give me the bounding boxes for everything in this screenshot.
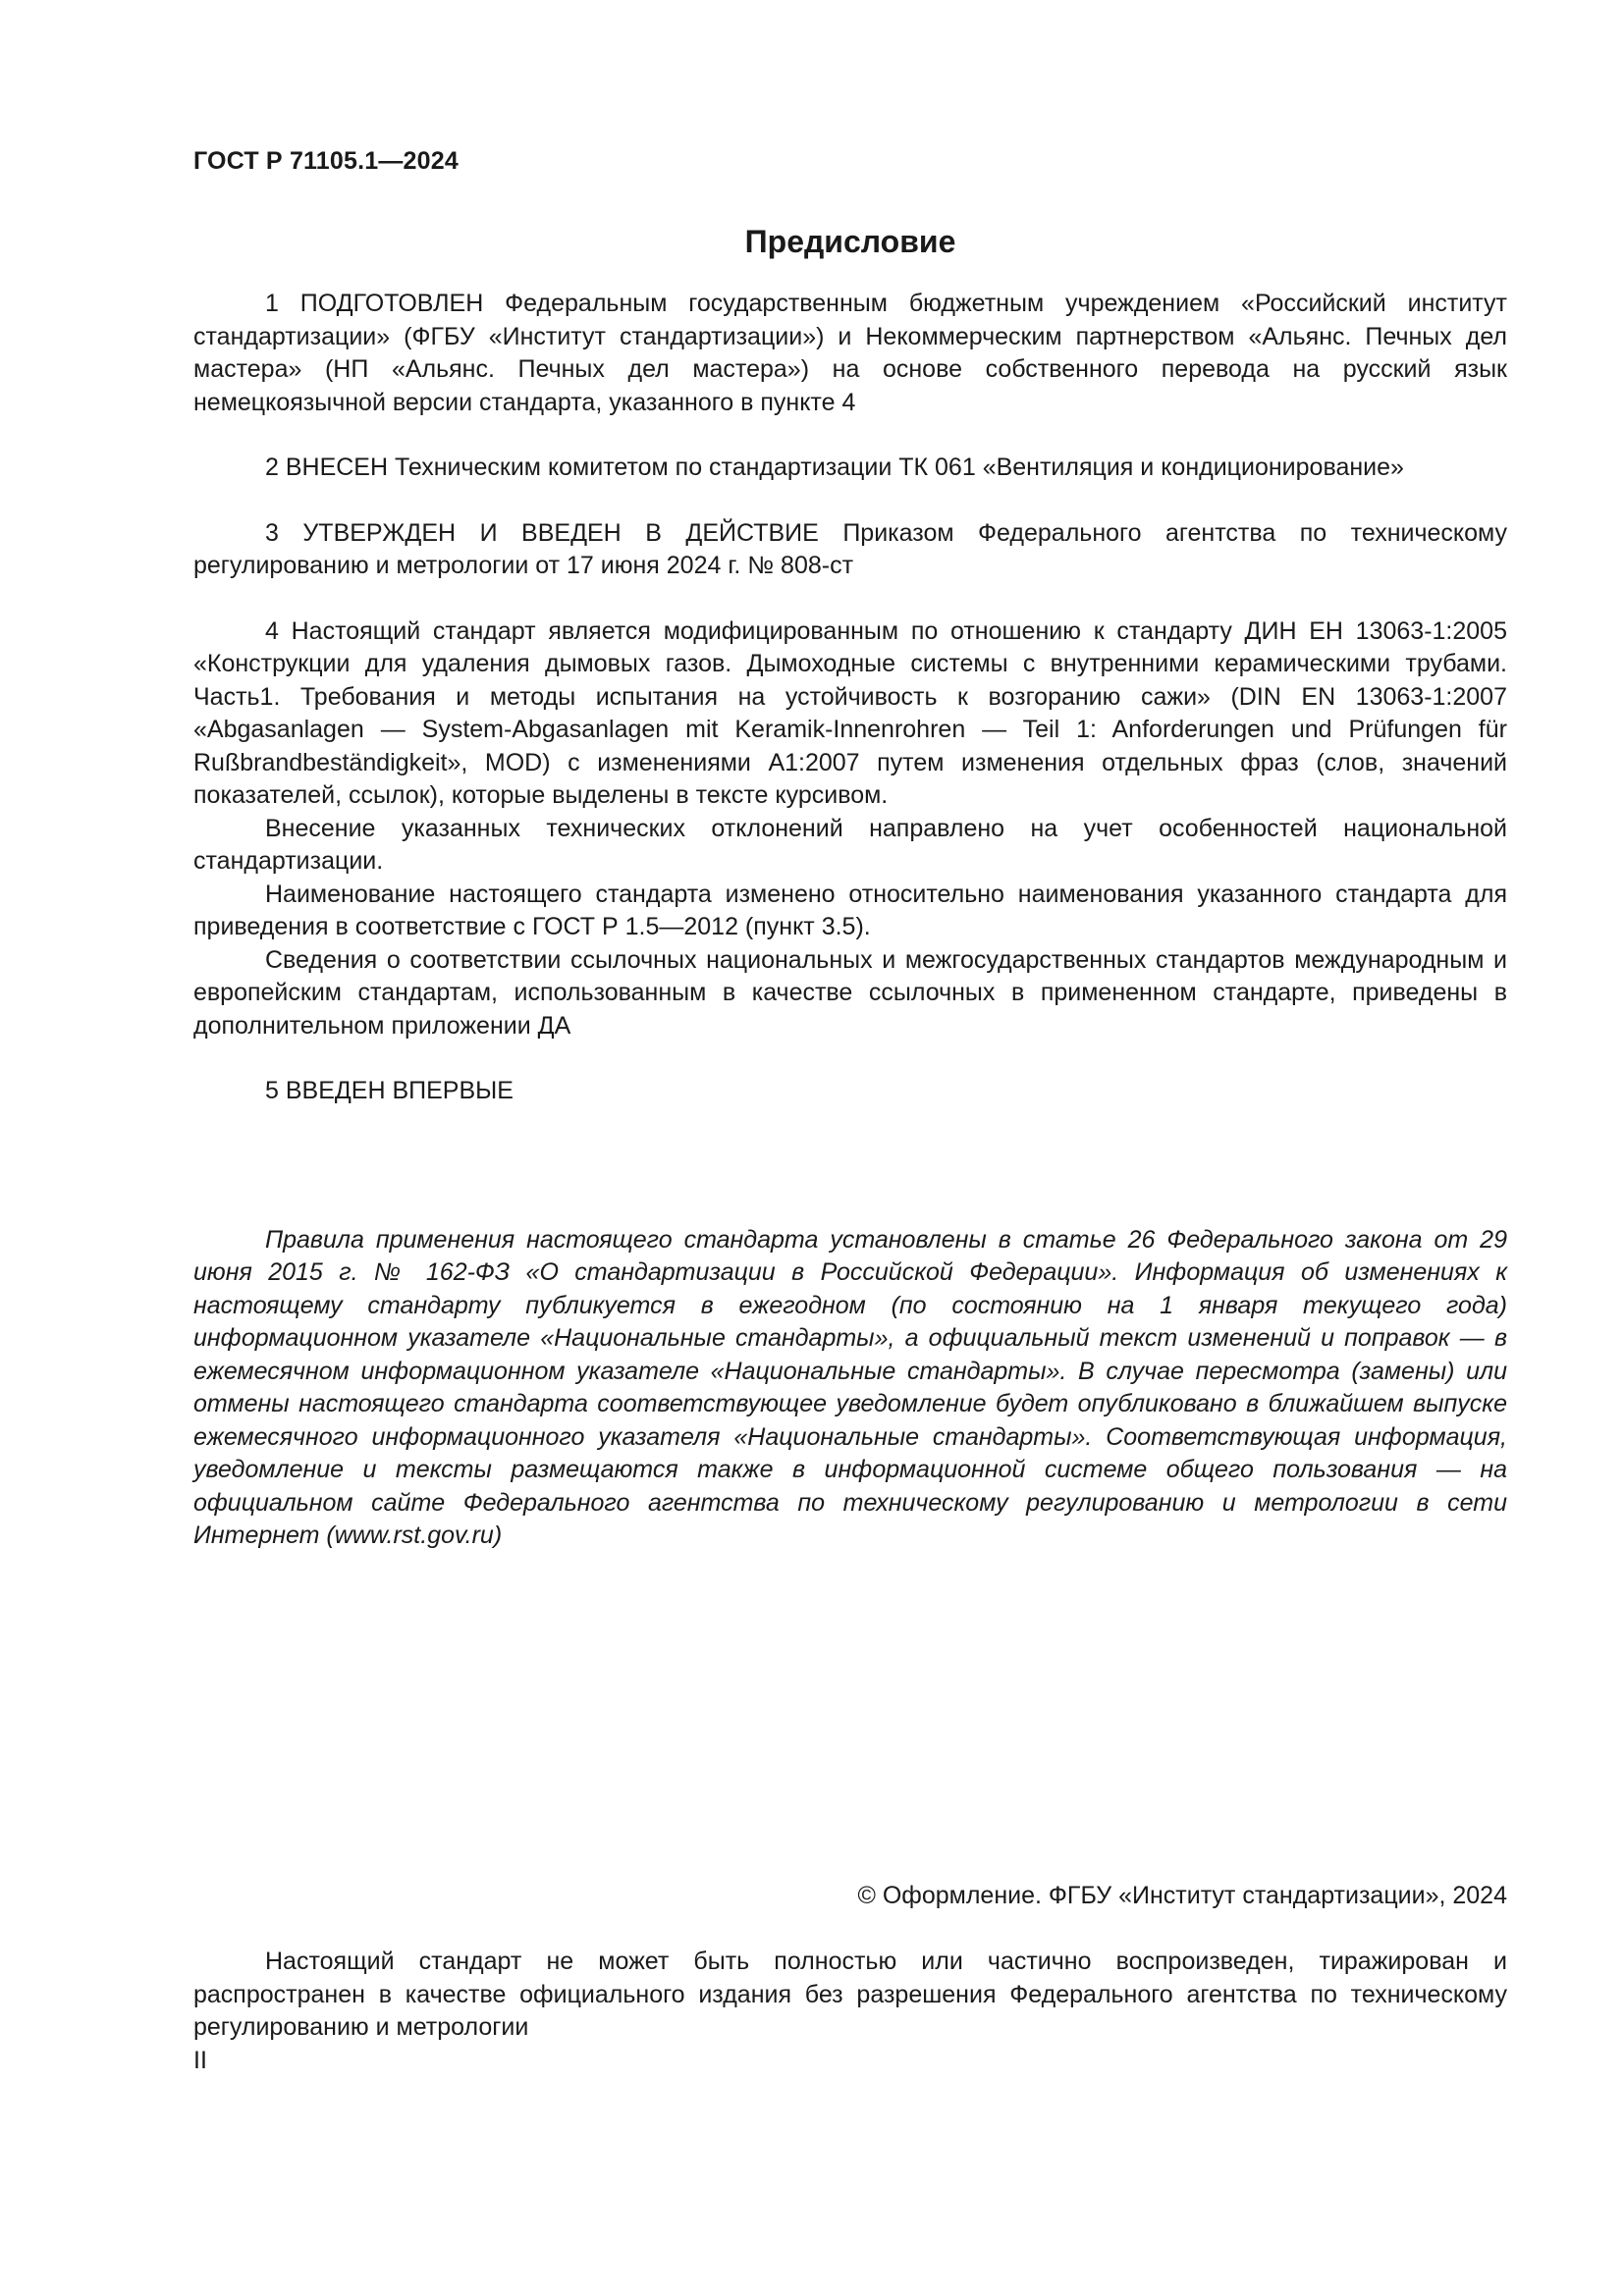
paragraph-modified-standard: 4 Настоящий стандарт является модифицированным по отношению к стандарту ДИН ЕН 13063-1:2005 «Конструкции для удаления дымовых газов. Дымоходные системы с внутренними керамическими трубами. Часть1. Требования и методы испытания на устойчивость к возгоранию сажи» (DIN EN 13063-1:2007 «Abgasanlagen — System-Abgasanlagen mit Keramik-Innenrohren — Teil 1: Anforderungen und Prüfungen für Rußbrandbeständigkeit», MOD) с изменениями А1:2007 путем изменения отдельных фраз (слов, значений показателей, ссылок), которые выделены в тексте курсивом. (193, 616, 1507, 809)
preface-body (193, 288, 1507, 1553)
reproduction-notice: Настоящий стандарт не может быть полностью или частично воспроизведен, тиражирован и распространен в качестве официального издания без разрешения Федерального агентства по техническому регулированию и метрологии (193, 1948, 1507, 2041)
paragraph-name-change: Наименование настоящего стандарта изменено относительно наименования указанного стандарта для приведения в соответствие с ГОСТ Р 1.5—2012 (пункт 3.5). (193, 880, 1507, 940)
paragraph-approved: 3 УТВЕРЖДЕН И ВВЕДЕН В ДЕЙСТВИЕ Приказом Федерального агентства по техническому регулированию и метрологии от 17 июня 2024 г. № 808-ст (193, 518, 1507, 579)
reproduction-notice-block (193, 1946, 1507, 2045)
standard-id-header: ГОСТ Р 71105.1—2024 (193, 147, 459, 175)
rules-notice: Правила применения настоящего стандарта установлены в статье 26 Федерального закона от 29 июня 2015 г. № 162-ФЗ «О стандартизации в Российской Федерации». Информация об изменениях к настоящему стандарту публикуется в ежегодном (по состоянию на 1 января текущего года) информационном указателе «Национальные стандарты», а официальный текст изменений и поправок — в ежемесячном информационном указателе «Национальные стандарты». В случае пересмотра (замены) или отмены настоящего стандарта соответствующее уведомление будет опубликовано в ближайшем выпуске ежемесячного информационного указателя «Национальные стандарты». Соответствующая информация, уведомление и тексты размещаются также в информационной системе общего пользования — на официальном сайте Федерального агентства по техническому регулированию и метрологии в сети Интернет (www.rst.gov.ru) (193, 1225, 1507, 1549)
page-number: II (193, 2047, 207, 2074)
preface-title: Предисловие (744, 224, 956, 259)
copyright-notice: © Оформление. ФГБУ «Институт стандартизации», 2024 (857, 1882, 1507, 1909)
paragraph-references: Сведения о соответствии ссылочных национальных и межгосударственных стандартов международным и европейским стандартам, использованным в качестве ссылочных в примененном стандарте, приведены в дополнительном приложении ДА (193, 945, 1507, 1040)
paragraph-prepared: 1 ПОДГОТОВЛЕН Федеральным государственным бюджетным учреждением «Российский институт стандартизации» (ФГБУ «Институт стандартизации») и Некоммерческим партнерством «Альянс. Печных дел мастера» (НП «Альянс. Печных дел мастера») на основе собственного перевода на русский язык немецкоязычной версии стандарта, указанного в пункте 4 (193, 290, 1507, 416)
paragraph-deviations: Внесение указанных технических отклонений направлено на учет особенностей национальной стандартизации. (193, 814, 1507, 875)
paragraph-first-introduced: 5 ВВЕДЕН ВПЕРВЫЕ (265, 1077, 514, 1104)
paragraph-introduced: 2 ВНЕСЕН Техническим комитетом по стандартизации ТК 061 «Вентиляция и кондиционирование» (265, 454, 1404, 481)
